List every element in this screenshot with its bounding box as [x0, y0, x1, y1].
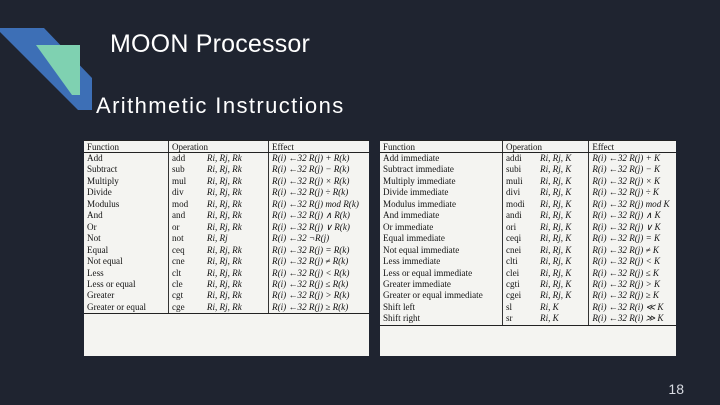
- cell-operands: Ri, Rj: [206, 233, 228, 244]
- cell-effect: R(i) ←32 ¬R(j): [269, 233, 369, 244]
- cell-effect: R(i) ←32 R(j) − R(k): [269, 164, 369, 175]
- cell-effect: R(i) ←32 R(j) ÷ R(k): [269, 187, 369, 198]
- cell-function: Less: [87, 267, 104, 278]
- cell-operands: Ri, Rj, Rk: [206, 221, 242, 232]
- cell-operands: Ri, K: [537, 313, 589, 325]
- cell-mnemonic: cne: [169, 256, 204, 267]
- cell-operands: Ri, Rj, Rk: [206, 278, 242, 289]
- cell-effect: R(i) ←32 R(j) ≠ K: [589, 245, 676, 256]
- table-row: [380, 313, 676, 325]
- cell-function: Subtract: [87, 164, 118, 175]
- cell-function: Greater or equal: [84, 302, 169, 314]
- cell-operands: Ri, Rj, K: [540, 198, 572, 209]
- table-row: [84, 187, 369, 198]
- cell-mnemonic: mod: [169, 199, 204, 210]
- cell-function: Or: [87, 221, 97, 232]
- cell-mnemonic: or: [169, 222, 204, 233]
- table-row: [380, 176, 676, 187]
- table-row: [380, 290, 676, 301]
- cell-operands: Ri, Rj, Rk: [204, 302, 269, 314]
- cell-operands: Ri, Rj, K: [540, 233, 572, 244]
- table-row: [84, 164, 369, 175]
- register-instructions-table: [84, 140, 369, 356]
- cell-function: Not equal: [87, 256, 123, 267]
- table-row: [380, 268, 676, 279]
- cell-effect: R(i) ←32 R(j) ≤ K: [589, 268, 676, 279]
- cell-effect: R(i) ←32 R(j) + K: [589, 153, 676, 165]
- table-header-row: [84, 141, 369, 153]
- cell-function: Modulus immediate: [383, 198, 456, 209]
- table-row: [84, 302, 369, 314]
- cell-operands: Ri, Rj, Rk: [206, 198, 242, 209]
- cell-operands: Ri, Rj, Rk: [206, 210, 242, 221]
- cell-mnemonic: ceq: [169, 245, 204, 256]
- cell-mnemonic: cnei: [503, 245, 538, 256]
- cell-operands: Ri, Rj, Rk: [206, 290, 242, 301]
- page-number: 18: [668, 381, 684, 397]
- cell-function: Or immediate: [383, 221, 434, 232]
- cell-function: Equal immediate: [383, 233, 445, 244]
- cell-function: Divide immediate: [383, 187, 449, 198]
- cell-effect: R(i) ←32 R(j) ∨ R(k): [269, 222, 369, 233]
- table-row: [84, 256, 369, 267]
- cell-function: Multiply: [87, 175, 119, 186]
- cell-effect: R(i) ←32 R(j) mod R(k): [269, 199, 369, 210]
- cell-mnemonic: clei: [503, 268, 538, 279]
- cell-effect: R(i) ←32 R(j) × K: [589, 176, 676, 187]
- table-row: [84, 279, 369, 290]
- cell-operands: Ri, Rj, K: [540, 278, 572, 289]
- table-row: [84, 153, 369, 165]
- cell-mnemonic: cge: [169, 302, 204, 314]
- cell-mnemonic: sub: [169, 164, 204, 175]
- cell-mnemonic: add: [169, 153, 204, 165]
- table-row: [84, 222, 369, 233]
- cell-function: Shift left: [383, 301, 416, 312]
- table-row: [380, 222, 676, 233]
- cell-operands: Ri, Rj, K: [540, 187, 572, 198]
- cell-operands: Ri, Rj, K: [540, 244, 572, 255]
- cell-effect: R(i) ←32 R(j) > R(k): [269, 290, 369, 301]
- table-row: [84, 290, 369, 301]
- cell-mnemonic: sl: [503, 302, 538, 313]
- cell-function: Not: [87, 233, 101, 244]
- cell-function: Greater or equal immediate: [383, 290, 483, 301]
- cell-mnemonic: subi: [503, 164, 538, 175]
- cell-effect: R(i) ←32 R(j) ≥ R(k): [269, 302, 369, 314]
- cell-operands: Ri, Rj, K: [540, 164, 572, 175]
- cell-operands: Ri, Rj, K: [540, 221, 572, 232]
- table-header-row: [380, 141, 676, 153]
- cell-operands: Ri, Rj, K: [540, 210, 572, 221]
- slide-subtitle: Arithmetic Instructions: [96, 93, 345, 118]
- cell-mnemonic: and: [169, 210, 204, 221]
- cell-function: Greater: [87, 290, 115, 301]
- header-effect: Effect: [589, 141, 676, 153]
- cell-effect: R(i) ←32 R(j) = R(k): [269, 245, 369, 256]
- cell-mnemonic: clti: [503, 256, 538, 267]
- cell-mnemonic: addi: [503, 153, 538, 165]
- cell-operands: Ri, Rj, Rk: [206, 256, 242, 267]
- cell-operands: Ri, Rj, Rk: [206, 267, 242, 278]
- cell-effect: R(i) ←32 R(i) ≪ K: [589, 302, 676, 313]
- cell-function: Add immediate: [383, 153, 440, 163]
- cell-effect: R(i) ←32 R(i) ≫ K: [589, 313, 676, 325]
- slide-title: MOON Processor: [110, 30, 311, 58]
- cell-effect: R(i) ←32 R(j) < K: [589, 256, 676, 267]
- cell-function: Divide: [87, 187, 112, 198]
- cell-operands: Ri, Rj, Rk: [206, 175, 242, 186]
- cell-mnemonic: not: [169, 233, 204, 244]
- cell-operands: Ri, Rj, Rk: [206, 187, 242, 198]
- table-row: [380, 153, 676, 165]
- cell-operands: Ri, Rj, Rk: [206, 244, 242, 255]
- cell-effect: R(i) ←32 R(j) ≥ K: [589, 290, 676, 301]
- table-row: [380, 233, 676, 244]
- cell-function: Less or equal: [87, 278, 136, 289]
- cell-function: And: [87, 210, 103, 221]
- cell-mnemonic: muli: [503, 176, 538, 187]
- table-row: [380, 256, 676, 267]
- cell-effect: R(i) ←32 R(j) ∨ K: [589, 222, 676, 233]
- table-row: [84, 245, 369, 256]
- cell-mnemonic: cgti: [503, 279, 538, 290]
- table-row: [380, 199, 676, 210]
- cell-effect: R(i) ←32 R(j) × R(k): [269, 176, 369, 187]
- cell-effect: R(i) ←32 R(j) mod K: [589, 199, 676, 210]
- cell-mnemonic: clt: [169, 268, 204, 279]
- table-row: [84, 210, 369, 221]
- cell-effect: R(i) ←32 R(j) ∧ K: [589, 210, 676, 221]
- cell-mnemonic: modi: [503, 199, 538, 210]
- cell-function: Equal: [87, 244, 109, 255]
- immediate-instructions-table: [380, 140, 676, 356]
- table-row: [84, 268, 369, 279]
- cell-function: And immediate: [383, 210, 440, 221]
- table-row: [84, 176, 369, 187]
- cell-effect: R(i) ←32 R(j) > K: [589, 279, 676, 290]
- cell-mnemonic: sr: [503, 313, 538, 325]
- cell-mnemonic: divi: [503, 187, 538, 198]
- cell-function: Add: [87, 153, 103, 163]
- cell-mnemonic: cle: [169, 279, 204, 290]
- cell-operands: Ri, Rj, K: [540, 153, 572, 163]
- cell-operands: Ri, K: [540, 301, 559, 312]
- header-function: Function: [84, 141, 169, 153]
- cell-function: Greater immediate: [383, 278, 451, 289]
- cell-function: Less or equal immediate: [383, 267, 473, 278]
- table-row: [84, 233, 369, 244]
- table-row: [380, 245, 676, 256]
- table-row: [380, 164, 676, 175]
- cell-effect: R(i) ←32 R(j) ≤ R(k): [269, 279, 369, 290]
- cell-function: Multiply immediate: [383, 175, 456, 186]
- cell-mnemonic: cgt: [169, 290, 204, 301]
- cell-mnemonic: cgei: [503, 290, 538, 301]
- table-row: [84, 199, 369, 210]
- cell-function: Not equal immediate: [383, 244, 460, 255]
- cell-function: Shift right: [380, 313, 503, 325]
- cell-function: Modulus: [87, 198, 120, 209]
- cell-effect: R(i) ←32 R(j) ÷ K: [589, 187, 676, 198]
- slide-accent-shape: [0, 0, 100, 110]
- header-function: Function: [380, 141, 503, 153]
- cell-effect: R(i) ←32 R(j) − K: [589, 164, 676, 175]
- cell-operands: Ri, Rj, K: [540, 290, 572, 301]
- cell-mnemonic: ori: [503, 222, 538, 233]
- cell-function: Less immediate: [383, 256, 441, 267]
- cell-effect: R(i) ←32 R(j) < R(k): [269, 268, 369, 279]
- cell-operands: Ri, Rj, Rk: [206, 164, 242, 175]
- table-row: [380, 210, 676, 221]
- header-operation: Operation: [169, 141, 269, 153]
- cell-mnemonic: mul: [169, 176, 204, 187]
- cell-effect: R(i) ←32 R(j) ∧ R(k): [269, 210, 369, 221]
- table-row: [380, 302, 676, 313]
- table-row: [380, 279, 676, 290]
- cell-operands: Ri, Rj, K: [540, 256, 572, 267]
- header-operation: Operation: [503, 141, 589, 153]
- cell-mnemonic: ceqi: [503, 233, 538, 244]
- cell-operands: Ri, Rj, Rk: [206, 153, 242, 163]
- cell-effect: R(i) ←32 R(j) = K: [589, 233, 676, 244]
- cell-operands: Ri, Rj, K: [540, 267, 572, 278]
- cell-operands: Ri, Rj, K: [540, 175, 572, 186]
- cell-function: Subtract immediate: [383, 164, 454, 175]
- cell-mnemonic: div: [169, 187, 204, 198]
- cell-effect: R(i) ←32 R(j) + R(k): [269, 153, 369, 165]
- table-row: [380, 187, 676, 198]
- cell-effect: R(i) ←32 R(j) ≠ R(k): [269, 256, 369, 267]
- header-effect: Effect: [269, 141, 369, 153]
- cell-mnemonic: andi: [503, 210, 538, 221]
